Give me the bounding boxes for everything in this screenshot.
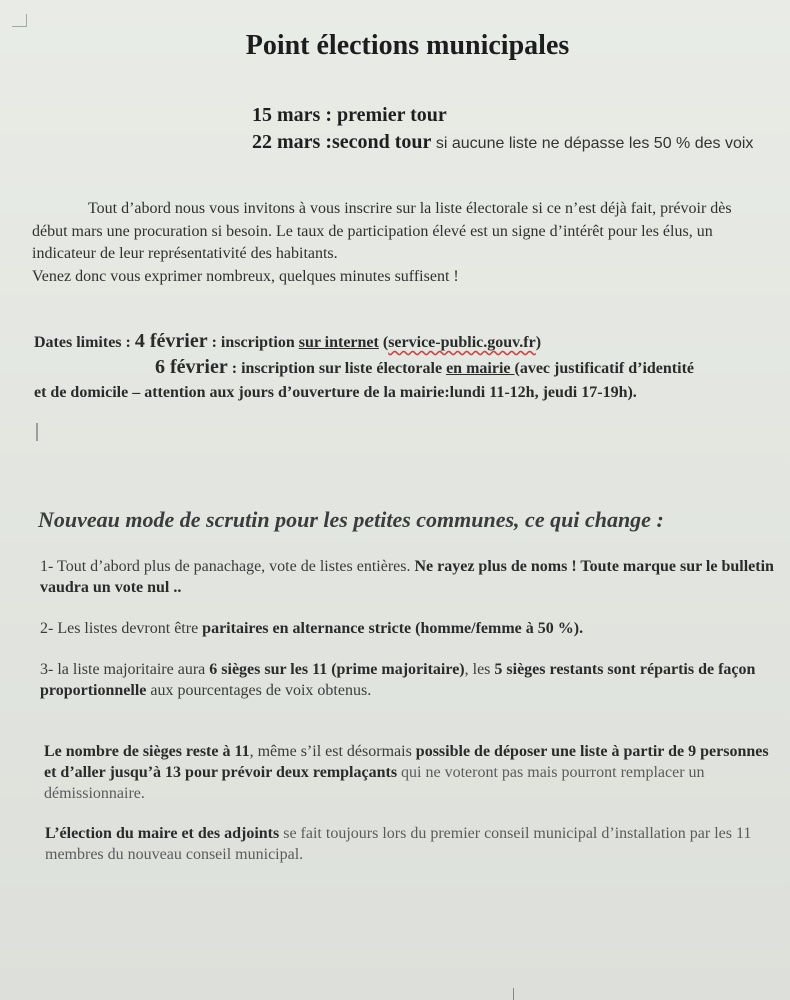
item-text: se fait toujours lors du premier conseil municipal d’installation par les 11 membres du nouveau conseil municipal. xyxy=(45,825,752,863)
intro-paragraph xyxy=(32,198,762,288)
second-tour-label: 22 mars :second tour xyxy=(252,131,432,153)
change-item-3 xyxy=(40,659,780,701)
deadline-text: (avec justificatif d’identité xyxy=(514,360,694,377)
deadline-text: : inscription sur liste électorale xyxy=(227,360,447,377)
deadline-line-3: et de domicile – attention aux jours d’ouverture de la mairie:lundi 11-12h, jeudi 17-19h). xyxy=(34,384,637,401)
deadline-text: ) xyxy=(535,334,542,351)
deadline-in-mairie: en mairie xyxy=(446,360,515,377)
item-emphasis: L’élection du maire et des adjoints xyxy=(45,825,280,842)
first-tour-line: 15 mars : premier tour xyxy=(252,104,447,126)
item-emphasis: Ne rayez plus de noms ! Toute marque sur le bulletin vaudra un vote nul .. xyxy=(40,558,774,596)
service-public-link[interactable]: service-public.gouv.fr xyxy=(388,334,536,351)
item-emphasis: possible de déposer une liste à partir de 9 personnes et d’aller jusqu’à 13 pour prévoir deux remplaçants xyxy=(44,743,769,781)
page-title: Point élections municipales xyxy=(245,30,570,61)
item-emphasis: 6 sièges sur les 11 (prime majoritaire) xyxy=(209,661,465,678)
item-text: aux pourcentages de voix obtenus. xyxy=(146,682,372,699)
second-tour-note: si aucune liste ne dépasse les 50 % des voix xyxy=(431,135,754,152)
change-item-2 xyxy=(40,618,780,639)
second-tour-line xyxy=(252,131,753,154)
item-text: , les xyxy=(464,661,495,678)
item-emphasis: Le nombre de sièges reste à 11 xyxy=(44,743,250,760)
deadline-line-1 xyxy=(34,329,784,355)
deadline-online: sur internet xyxy=(298,334,379,351)
section-title: Nouveau mode de scrutin pour les petites communes, ce qui change : xyxy=(38,507,664,532)
seats-paragraph xyxy=(44,741,779,804)
item-text: 3- la liste majoritaire aura xyxy=(40,661,210,678)
intro-text: Tout d’abord nous vous invitons à vous inscrire sur la liste électorale si ce n’est déjà fait, prévoir dès début mars une procuration si besoin. Le taux de participation élevé est un signe d’intérêt pour les élus, un indicateur de leur représentativité des habitants. xyxy=(32,200,732,262)
deadlines-label: Dates limites : xyxy=(34,334,135,351)
deadline-text: : inscription xyxy=(207,334,299,351)
item-text: 1- Tout d’abord plus de panachage, vote de listes entières. xyxy=(40,558,415,575)
mayor-election-paragraph xyxy=(45,823,780,865)
deadlines-block xyxy=(34,329,784,405)
deadline-text: ( xyxy=(378,334,389,351)
item-text: 2- Les listes devront être xyxy=(40,620,203,637)
deadline-line-2 xyxy=(34,355,784,381)
item-text: , même s’il est désormais xyxy=(249,743,416,760)
deadline-date-1: 4 février xyxy=(134,330,208,352)
item-emphasis: paritaires en alternance stricte (homme/femme à 50 %). xyxy=(202,620,584,637)
mouse-ibeam-cursor xyxy=(513,988,522,1000)
deadline-date-2: 6 février xyxy=(155,356,228,378)
text-cursor xyxy=(36,423,38,441)
item-emphasis: 5 sièges restants sont répartis de façon proportionnelle xyxy=(40,661,756,699)
intro-call-to-action: Venez donc vous exprimer nombreux, quelques minutes suffisent ! xyxy=(32,267,459,285)
page-corner-marker xyxy=(12,14,27,27)
change-item-1 xyxy=(40,556,780,598)
item-text: qui ne voteront pas mais pourront remplacer un démissionnaire. xyxy=(44,764,705,802)
